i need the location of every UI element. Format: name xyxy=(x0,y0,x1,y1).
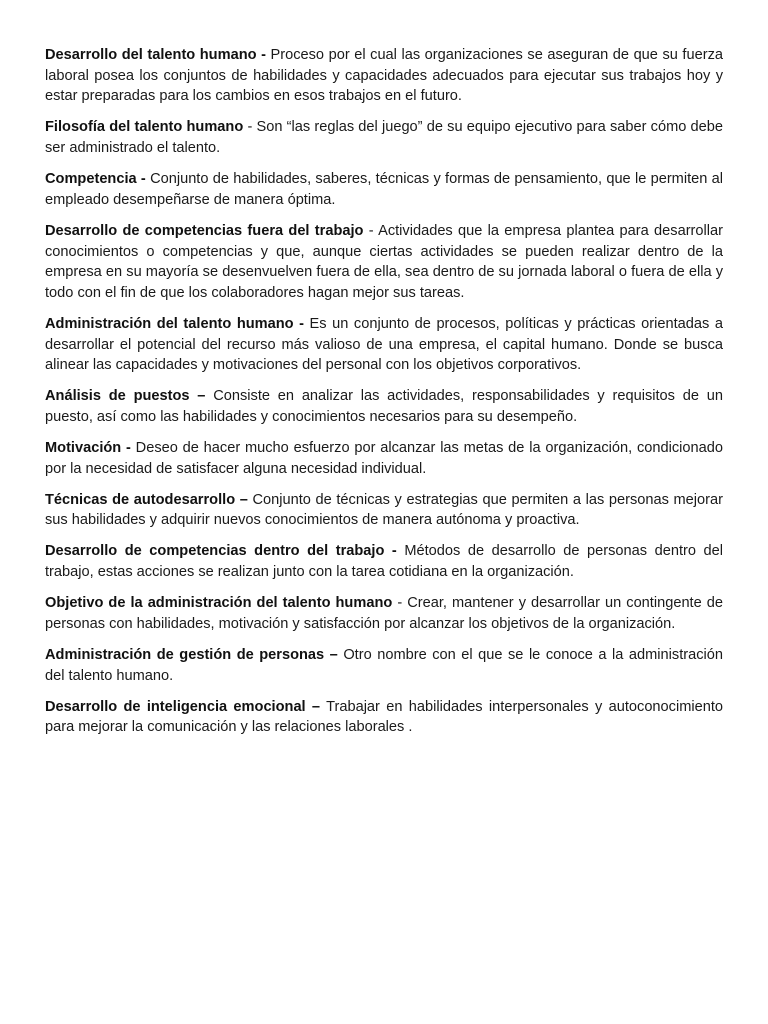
entry-definition: - Actividades que la empresa plantea para desarrollar conocimientos o competencias y que, aunque ciertas actividades se pueden realizar dentro de la empresa en su mayoría se desenvuelven fuera de ella, sea dentro de su jornada laboral o fuera de ella y todo con el fin de que los colaboradores hagan mejor sus tareas. xyxy=(45,222,723,301)
glossary-entry xyxy=(45,541,723,582)
glossary-entry xyxy=(45,438,723,479)
glossary-entry xyxy=(45,645,723,686)
glossary-entry xyxy=(45,221,723,304)
entry-term: Análisis de puestos – xyxy=(45,388,206,405)
entry-definition: - Son “las reglas del juego” de su equipo ejecutivo para saber cómo debe ser administrado el talento. xyxy=(45,119,723,157)
entry-term: Administración del talento humano - xyxy=(45,315,304,332)
glossary-entry xyxy=(45,314,723,376)
entry-definition: - Crear, mantener y desarrollar un contingente de personas con habilidades, motivación y satisfacción por alcanzar los objetivos de la organización. xyxy=(45,595,723,632)
glossary-entry xyxy=(45,45,723,107)
entry-term: Técnicas de autodesarrollo – xyxy=(45,491,248,508)
entry-definition: Conjunto de técnicas y estrategias que permiten a las personas mejorar sus habilidades y adquirir nuevos conocimientos de manera autónoma y proactiva. xyxy=(45,491,723,529)
document-page xyxy=(45,45,723,748)
glossary-entry xyxy=(45,697,723,738)
entry-definition: Deseo de hacer mucho esfuerzo por alcanzar las metas de la organización, condicionado por la necesidad de satisfacer alguna necesidad individual. xyxy=(45,440,723,477)
entry-term: Objetivo de la administración del talento humano xyxy=(45,595,393,612)
entry-definition: Métodos de desarrollo de personas dentro del trabajo, estas acciones se realizan junto con la tarea cotidiana en la organización. xyxy=(45,543,723,581)
entry-definition: Trabajar en habilidades interpersonales y autoconocimiento para mejorar la comunicación y las relaciones laborales . xyxy=(45,698,724,736)
glossary-entry xyxy=(45,117,723,158)
glossary-entry xyxy=(45,386,723,427)
entry-term: Competencia - xyxy=(45,171,146,188)
entry-definition: Consiste en analizar las actividades, responsabilidades y requisitos de un puesto, así como las habilidades y conocimientos necesarios para su desempeño. xyxy=(45,388,724,426)
entry-term: Motivación - xyxy=(45,440,131,457)
glossary-entry xyxy=(45,593,723,634)
entry-term: Administración de gestión de personas – xyxy=(45,646,338,663)
entry-definition: Es un conjunto de procesos, políticas y prácticas orientadas a desarrollar el potencial del recurso más valioso de una empresa, el capital humano. Donde se busca alinear las capacidades y motivaciones del personal con los objetivos corporativos. xyxy=(45,315,723,374)
entry-term: Desarrollo del talento humano - xyxy=(45,47,266,63)
glossary-entry xyxy=(45,490,723,531)
entry-term: Desarrollo de inteligencia emocional – xyxy=(45,698,321,715)
entry-definition: Otro nombre con el que se le conoce a la administración del talento humano. xyxy=(45,646,723,684)
glossary-entry xyxy=(45,169,723,210)
entry-definition: Proceso por el cual las organizaciones se aseguran de que su fuerza laboral posea los conjuntos de habilidades y capacidades adecuados para ejecutar sus trabajos hoy y estar preparadas para los cambios en esos trabajos en el futuro. xyxy=(45,47,723,105)
entry-term: Desarrollo de competencias dentro del trabajo - xyxy=(45,543,397,560)
entry-definition: Conjunto de habilidades, saberes, técnicas y formas de pensamiento, que le permiten al empleado desempeñarse de manera óptima. xyxy=(45,171,723,208)
entry-term: Filosofía del talento humano xyxy=(45,119,244,136)
entry-term: Desarrollo de competencias fuera del trabajo xyxy=(45,222,364,239)
